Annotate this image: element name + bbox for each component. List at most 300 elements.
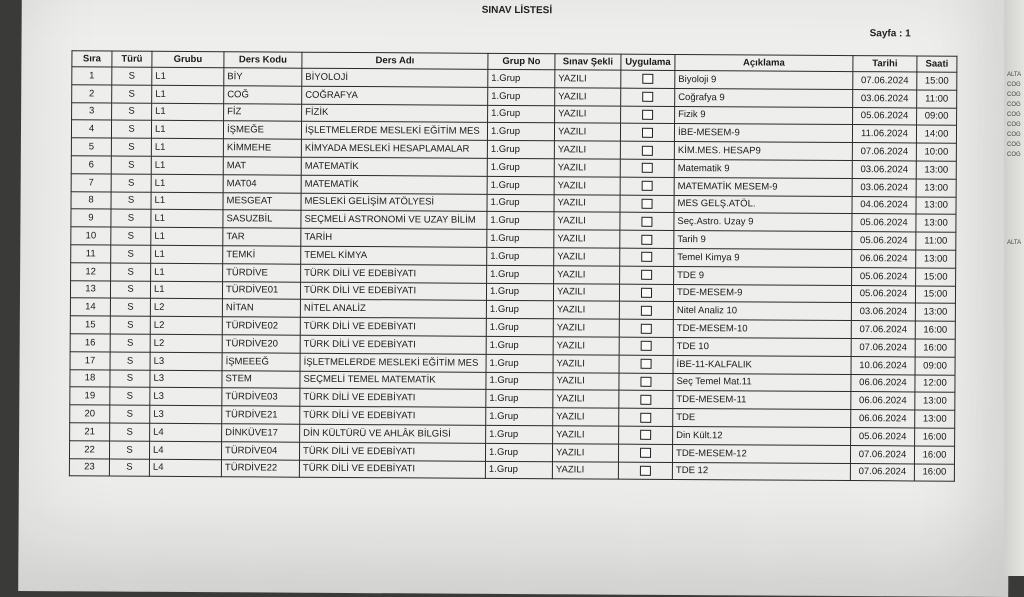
adjacent-sheet-edge	[1004, 0, 1024, 576]
uygulama-checkbox	[641, 252, 652, 262]
cell-grup-no: 1.Grup	[486, 354, 553, 372]
cell-ad: MESLEKİ GELİŞİM ATÖLYESİ	[301, 193, 487, 212]
cell-grup-no: 1.Grup	[488, 87, 555, 105]
cell-aciklama: TDE-MESEM-10	[673, 320, 851, 339]
cell-turu: S	[111, 263, 151, 281]
uygulama-cell	[619, 355, 673, 373]
cell-ad: TARİH	[301, 228, 487, 247]
cell-aciklama: Nitel Analiz 10	[673, 302, 851, 321]
cell-grubu: L1	[151, 174, 223, 192]
col-header-saati: Saati	[917, 56, 957, 72]
cell-sekil: YAZILI	[554, 248, 620, 266]
uygulama-checkbox	[641, 270, 652, 280]
cell-turu: S	[112, 67, 152, 85]
cell-sira: 3	[72, 102, 112, 120]
cell-sekil: YAZILI	[554, 230, 620, 248]
cell-grup-no: 1.Grup	[487, 141, 554, 159]
cell-saat: 13:00	[916, 197, 956, 215]
cell-ad: İŞLETMELERDE MESLEKİ EĞİTİM MES	[301, 122, 487, 141]
cell-saat: 13:00	[915, 303, 955, 321]
cell-saat: 16:00	[914, 463, 954, 481]
cell-sekil: YAZILI	[554, 212, 620, 230]
cell-sekil: YAZILI	[555, 88, 621, 106]
cell-grup-no: 1.Grup	[487, 247, 554, 265]
cell-kod: İŞMEĞE	[223, 121, 301, 139]
cell-grubu: L4	[149, 441, 221, 459]
cell-sira: 13	[70, 280, 110, 298]
cell-grubu: L1	[152, 85, 224, 103]
cell-grubu: L3	[150, 388, 222, 406]
cell-tarih: 05.06.2024	[852, 232, 916, 250]
cell-saat: 16:00	[915, 339, 955, 357]
cell-ad: MATEMATİK	[301, 157, 487, 176]
cell-sekil: YAZILI	[554, 194, 620, 212]
cell-turu: S	[111, 174, 151, 192]
cell-kod: TÜRDİVE02	[222, 317, 300, 335]
uygulama-cell	[620, 213, 674, 231]
cell-aciklama: İBE-MESEM-9	[674, 124, 852, 143]
cell-saat: 13:00	[915, 410, 955, 428]
uygulama-cell	[620, 124, 674, 142]
cell-sekil: YAZILI	[554, 177, 620, 195]
side-sheet-fragment: COG	[1007, 152, 1021, 158]
cell-sekil: YAZILI	[553, 390, 619, 408]
cell-sira: 1	[72, 67, 112, 85]
cell-grup-no: 1.Grup	[486, 372, 553, 390]
uygulama-checkbox	[642, 163, 653, 173]
cell-tarih: 03.06.2024	[853, 89, 917, 107]
cell-turu: S	[111, 209, 151, 227]
cell-grup-no: 1.Grup	[486, 336, 553, 354]
uygulama-checkbox	[642, 92, 653, 102]
cell-sekil: YAZILI	[554, 141, 620, 159]
cell-kod: TÜRDİVE04	[221, 441, 299, 459]
cell-grup-no: 1.Grup	[486, 283, 553, 301]
cell-ad: TÜRK DİLİ VE EDEBİYATI	[300, 282, 486, 301]
col-header-grubu: Grubu	[152, 51, 224, 67]
cell-sekil: YAZILI	[553, 372, 619, 390]
uygulama-cell	[620, 248, 674, 266]
uygulama-cell	[620, 266, 674, 284]
cell-grup-no: 1.Grup	[486, 390, 553, 408]
cell-grubu: L1	[151, 263, 223, 281]
cell-tarih: 07.06.2024	[851, 339, 915, 357]
col-header-sinav-sekli: Sınav Şekli	[555, 54, 621, 70]
cell-sira: 2	[72, 85, 112, 103]
cell-aciklama: Matematik 9	[674, 159, 852, 178]
cell-aciklama: KİM.MES. HESAP9	[674, 142, 852, 161]
cell-kod: TÜRDİVE20	[222, 335, 300, 353]
cell-aciklama: TDE 10	[673, 337, 851, 356]
cell-ad: TEMEL KİMYA	[301, 246, 487, 265]
cell-kod: TÜRDİVE22	[221, 459, 299, 477]
uygulama-cell	[620, 177, 674, 195]
cell-tarih: 05.06.2024	[852, 267, 916, 285]
cell-grubu: L1	[151, 138, 223, 156]
cell-ad: TÜRK DİLİ VE EDEBİYATI	[300, 317, 486, 336]
cell-turu: S	[110, 334, 150, 352]
cell-aciklama: TDE-MESEM-12	[672, 444, 850, 463]
cell-grubu: L4	[149, 459, 221, 477]
col-header-ders-adi: Ders Adı	[302, 52, 488, 69]
cell-saat: 15:00	[916, 268, 956, 286]
cell-grubu: L1	[151, 245, 223, 263]
cell-grup-no: 1.Grup	[486, 318, 553, 336]
cell-kod: TAR	[223, 228, 301, 246]
cell-tarih: 05.06.2024	[851, 285, 915, 303]
cell-grup-no: 1.Grup	[485, 461, 552, 479]
uygulama-cell	[620, 159, 674, 177]
col-header-uygulama: Uygulama	[621, 54, 675, 70]
cell-grup-no: 1.Grup	[486, 301, 553, 319]
cell-tarih: 06.06.2024	[851, 374, 915, 392]
cell-grup-no: 1.Grup	[487, 212, 554, 230]
cell-ad: FİZİK	[302, 104, 488, 123]
cell-aciklama: Seç.Astro. Uzay 9	[674, 213, 852, 232]
cell-turu: S	[110, 370, 150, 388]
cell-kod: TEMKİ	[223, 246, 301, 264]
cell-sekil: YAZILI	[553, 426, 619, 444]
cell-ad: TÜRK DİLİ VE EDEBİYATI	[300, 406, 486, 425]
uygulama-cell	[619, 319, 673, 337]
cell-aciklama: Tarih 9	[674, 231, 852, 250]
uygulama-cell	[621, 88, 675, 106]
cell-sira: 18	[70, 369, 110, 387]
cell-aciklama: İBE-11-KALFALIK	[673, 355, 851, 374]
cell-sira: 11	[71, 245, 111, 263]
side-sheet-fragment: COG	[1007, 102, 1021, 108]
uygulama-cell	[620, 141, 674, 159]
col-header-aciklama: Açıklama	[675, 54, 853, 71]
uygulama-cell	[620, 230, 674, 248]
cell-turu: S	[109, 441, 149, 459]
cell-turu: S	[111, 120, 151, 138]
cell-aciklama: Coğrafya 9	[675, 88, 853, 107]
cell-sira: 14	[70, 298, 110, 316]
cell-grubu: L1	[152, 67, 224, 85]
cell-aciklama: Din Kült.12	[673, 426, 851, 445]
cell-ad: BİYOLOJİ	[302, 68, 488, 87]
cell-turu: S	[110, 387, 150, 405]
uygulama-checkbox	[640, 394, 651, 404]
cell-sira: 8	[71, 191, 111, 209]
uygulama-checkbox	[641, 234, 652, 244]
cell-tarih: 05.06.2024	[851, 427, 915, 445]
cell-aciklama: Fizik 9	[675, 106, 853, 125]
cell-kod: DİNKÜVE17	[222, 424, 300, 442]
cell-tarih: 04.06.2024	[852, 196, 916, 214]
cell-kod: İŞMEEEĞ	[222, 352, 300, 370]
exam-list-sheet	[18, 0, 1012, 597]
cell-kod: NİTAN	[222, 299, 300, 317]
cell-sekil: YAZILI	[554, 266, 620, 284]
cell-sekil: YAZILI	[553, 283, 619, 301]
cell-saat: 13:00	[915, 392, 955, 410]
cell-grup-no: 1.Grup	[488, 105, 555, 123]
cell-grubu: L1	[151, 156, 223, 174]
cell-grup-no: 1.Grup	[488, 69, 555, 87]
uygulama-checkbox	[641, 306, 652, 316]
cell-aciklama: TDE-MESEM-9	[673, 284, 851, 303]
cell-turu: S	[111, 138, 151, 156]
cell-saat: 15:00	[917, 72, 957, 90]
cell-turu: S	[109, 459, 149, 477]
document-title: SINAV LİSTESİ	[481, 4, 553, 17]
cell-sekil: YAZILI	[554, 123, 620, 141]
side-sheet-fragment: COG	[1007, 142, 1021, 148]
side-sheet-fragment: COG	[1007, 122, 1021, 128]
cell-saat: 14:00	[916, 125, 956, 143]
cell-aciklama: MATEMATİK MESEM-9	[674, 177, 852, 196]
cell-grubu: L1	[152, 103, 224, 121]
cell-grubu: L3	[150, 370, 222, 388]
cell-grup-no: 1.Grup	[487, 229, 554, 247]
cell-kod: SASUZBİL	[223, 210, 301, 228]
cell-saat: 15:00	[915, 286, 955, 304]
cell-saat: 11:00	[916, 232, 956, 250]
cell-kod: TÜRDİVE03	[222, 388, 300, 406]
cell-sekil: YAZILI	[553, 408, 619, 426]
cell-tarih: 07.06.2024	[852, 143, 916, 161]
cell-ad: COĞRAFYA	[302, 86, 488, 105]
cell-ad: TÜRK DİLİ VE EDEBİYATI	[301, 264, 487, 283]
cell-tarih: 06.06.2024	[852, 250, 916, 268]
cell-kod: MAT	[223, 157, 301, 175]
cell-grup-no: 1.Grup	[487, 176, 554, 194]
cell-ad: KİMYADA MESLEKİ HESAPLAMALAR	[301, 139, 487, 158]
uygulama-cell	[619, 390, 673, 408]
side-sheet-fragment: ALTA	[1007, 72, 1022, 78]
cell-grubu: L1	[151, 227, 223, 245]
cell-saat: 13:00	[916, 161, 956, 179]
cell-tarih: 03.06.2024	[851, 303, 915, 321]
cell-tarih: 05.06.2024	[853, 107, 917, 125]
cell-sekil: YAZILI	[555, 70, 621, 88]
col-header-sira: Sıra	[72, 51, 112, 67]
cell-grup-no: 1.Grup	[486, 407, 553, 425]
uygulama-checkbox	[641, 217, 652, 227]
cell-sira: 4	[71, 120, 111, 138]
cell-sira: 9	[71, 209, 111, 227]
cell-grubu: L2	[150, 299, 222, 317]
cell-kod: STEM	[222, 370, 300, 388]
cell-sekil: YAZILI	[552, 443, 618, 461]
cell-grubu: L3	[150, 352, 222, 370]
cell-saat: 12:00	[915, 374, 955, 392]
uygulama-checkbox	[642, 128, 653, 138]
cell-ad: NİTEL ANALİZ	[300, 300, 486, 319]
uygulama-cell	[621, 70, 675, 88]
uygulama-checkbox	[642, 199, 653, 209]
col-header-tarihi: Tarihi	[853, 56, 917, 72]
cell-turu: S	[111, 192, 151, 210]
cell-aciklama: Seç Temel Mat.11	[673, 373, 851, 392]
cell-sekil: YAZILI	[552, 461, 618, 479]
cell-grup-no: 1.Grup	[487, 158, 554, 176]
uygulama-cell	[618, 462, 672, 480]
cell-sira: 10	[71, 227, 111, 245]
cell-sira: 6	[71, 156, 111, 174]
cell-turu: S	[110, 405, 150, 423]
cell-sekil: YAZILI	[553, 337, 619, 355]
side-sheet-fragment: COG	[1007, 132, 1021, 138]
cell-grubu: L1	[151, 192, 223, 210]
cell-kod: FİZ	[224, 103, 302, 121]
cell-grubu: L2	[150, 316, 222, 334]
uygulama-checkbox	[640, 466, 651, 476]
cell-sira: 22	[69, 441, 109, 459]
cell-sira: 23	[69, 458, 109, 476]
cell-tarih: 07.06.2024	[850, 445, 914, 463]
cell-aciklama: TDE-MESEM-11	[673, 391, 851, 410]
cell-kod: TÜRDİVE	[223, 263, 301, 281]
cell-grubu: L1	[150, 281, 222, 299]
cell-tarih: 06.06.2024	[851, 392, 915, 410]
cell-tarih: 11.06.2024	[852, 125, 916, 143]
cell-kod: MESGEAT	[223, 192, 301, 210]
uygulama-cell	[619, 426, 673, 444]
cell-turu: S	[111, 245, 151, 263]
cell-aciklama: TDE	[673, 409, 851, 428]
cell-ad: TÜRK DİLİ VE EDEBİYATI	[300, 389, 486, 408]
uygulama-checkbox	[641, 341, 652, 351]
cell-kod: BİY	[224, 68, 302, 86]
cell-turu: S	[112, 85, 152, 103]
side-sheet-fragment: ALTA	[1007, 240, 1022, 246]
uygulama-cell	[619, 301, 673, 319]
uygulama-cell	[619, 284, 673, 302]
cell-ad: TÜRK DİLİ VE EDEBİYATI	[299, 460, 485, 479]
cell-ad: SEÇMELİ TEMEL MATEMATİK	[300, 371, 486, 390]
cell-sekil: YAZILI	[553, 319, 619, 337]
cell-saat: 13:00	[916, 179, 956, 197]
cell-aciklama: Biyoloji 9	[675, 70, 853, 89]
cell-saat: 09:00	[915, 357, 955, 375]
cell-sira: 19	[70, 387, 110, 405]
cell-saat: 09:00	[917, 108, 957, 126]
cell-sira: 16	[70, 334, 110, 352]
uygulama-cell	[619, 373, 673, 391]
cell-tarih: 07.06.2024	[853, 72, 917, 90]
cell-grup-no: 1.Grup	[486, 425, 553, 443]
cell-sira: 17	[70, 352, 110, 370]
cell-turu: S	[110, 316, 150, 334]
cell-grup-no: 1.Grup	[487, 123, 554, 141]
cell-grup-no: 1.Grup	[487, 194, 554, 212]
side-sheet-fragment: COG	[1007, 82, 1021, 88]
cell-grubu: L4	[150, 423, 222, 441]
cell-sira: 7	[71, 174, 111, 192]
cell-tarih: 10.06.2024	[851, 356, 915, 374]
cell-grubu: L3	[150, 405, 222, 423]
cell-aciklama: Temel Kimya 9	[674, 248, 852, 267]
cell-sekil: YAZILI	[554, 159, 620, 177]
cell-grup-no: 1.Grup	[487, 265, 554, 283]
cell-saat: 16:00	[914, 446, 954, 464]
cell-kod: KİMMEHE	[223, 139, 301, 157]
cell-sekil: YAZILI	[553, 354, 619, 372]
cell-tarih: 05.06.2024	[852, 214, 916, 232]
uygulama-cell	[619, 337, 673, 355]
cell-saat: 10:00	[916, 143, 956, 161]
cell-sira: 21	[70, 423, 110, 441]
cell-grubu: L1	[151, 210, 223, 228]
cell-tarih: 06.06.2024	[851, 410, 915, 428]
cell-saat: 16:00	[915, 428, 955, 446]
uygulama-checkbox	[642, 145, 653, 155]
cell-tarih: 07.06.2024	[850, 463, 914, 481]
cell-saat: 11:00	[917, 90, 957, 108]
cell-tarih: 03.06.2024	[852, 161, 916, 179]
cell-turu: S	[110, 298, 150, 316]
cell-ad: TÜRK DİLİ VE EDEBİYATI	[299, 442, 485, 461]
cell-sira: 15	[70, 316, 110, 334]
cell-turu: S	[110, 423, 150, 441]
cell-turu: S	[111, 227, 151, 245]
uygulama-checkbox	[642, 110, 653, 120]
cell-kod: TÜRDİVE01	[222, 281, 300, 299]
side-sheet-fragment: COG	[1007, 112, 1021, 118]
cell-tarih: 07.06.2024	[851, 321, 915, 339]
col-header-grup-no: Grup No	[488, 53, 555, 69]
cell-saat: 13:00	[916, 214, 956, 232]
uygulama-checkbox	[641, 288, 652, 298]
uygulama-checkbox	[640, 430, 651, 440]
cell-ad: SEÇMELİ ASTRONOMİ VE UZAY BİLİM	[301, 211, 487, 230]
cell-tarih: 03.06.2024	[852, 178, 916, 196]
cell-kod: COĞ	[224, 86, 302, 104]
uygulama-checkbox	[640, 412, 651, 422]
uygulama-checkbox	[640, 448, 651, 458]
cell-aciklama: TDE 9	[674, 266, 852, 285]
cell-grubu: L1	[151, 121, 223, 139]
cell-turu: S	[112, 103, 152, 121]
cell-sekil: YAZILI	[555, 105, 621, 123]
cell-ad: DİN KÜLTÜRÜ VE AHLÂK BİLGİSİ	[300, 424, 486, 443]
cell-kod: TÜRDİVE21	[222, 406, 300, 424]
uygulama-cell	[621, 106, 675, 124]
col-header-turu: Türü	[112, 51, 152, 67]
uygulama-cell	[620, 195, 674, 213]
cell-turu: S	[111, 156, 151, 174]
cell-turu: S	[110, 281, 150, 299]
cell-saat: 16:00	[915, 321, 955, 339]
page-number-label: Sayfa : 1	[869, 28, 911, 40]
uygulama-checkbox	[641, 323, 652, 333]
uygulama-checkbox	[642, 74, 653, 84]
cell-saat: 13:00	[916, 250, 956, 268]
cell-sira: 12	[71, 263, 111, 281]
cell-ad: İŞLETMELERDE MESLEKİ EĞİTİM MES	[300, 353, 486, 372]
side-sheet-fragment: COG	[1007, 92, 1021, 98]
uygulama-cell	[618, 444, 672, 462]
uygulama-cell	[619, 408, 673, 426]
cell-sekil: YAZILI	[553, 301, 619, 319]
cell-kod: MAT04	[223, 174, 301, 192]
cell-sira: 5	[71, 138, 111, 156]
cell-aciklama: TDE 12	[672, 462, 850, 481]
exam-table	[69, 50, 958, 482]
cell-ad: TÜRK DİLİ VE EDEBİYATI	[300, 335, 486, 354]
col-header-ders-kodu: Ders Kodu	[224, 52, 302, 68]
uygulama-checkbox	[640, 377, 651, 387]
cell-grubu: L2	[150, 334, 222, 352]
cell-turu: S	[110, 352, 150, 370]
cell-sira: 20	[70, 405, 110, 423]
cell-aciklama: MES GELŞ.ATÖL.	[674, 195, 852, 214]
cell-grup-no: 1.Grup	[485, 443, 552, 461]
cell-ad: MATEMATİK	[301, 175, 487, 194]
